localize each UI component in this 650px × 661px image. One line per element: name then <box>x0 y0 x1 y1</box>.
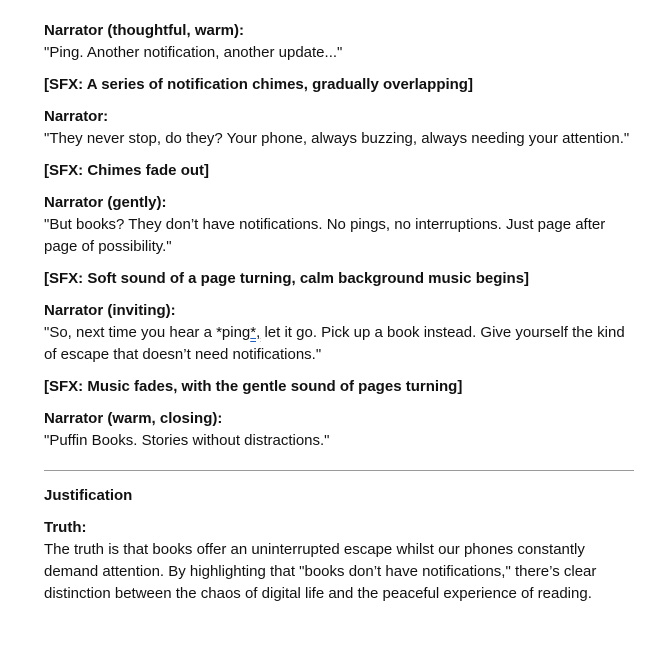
speaker-label: Narrator (warm, closing): <box>44 410 223 427</box>
justification-text: The truth is that books offer an uninterrupted escape whilst our phones constantly demand attention. By highlighting that "books don’t have notifications," there’s clear distinction between the chaos of digital life and the peaceful experience of reading. <box>44 541 597 602</box>
truth-label: Truth: <box>44 519 87 536</box>
justification-heading: Justification <box>44 487 133 504</box>
dialogue-line: "Puffin Books. Stories without distractions." <box>44 432 330 449</box>
justification-block <box>44 517 634 605</box>
section-divider <box>44 470 634 471</box>
dialogue-block <box>44 20 634 64</box>
dialogue-block <box>44 192 634 258</box>
dialogue-line: "They never stop, do they? Your phone, always buzzing, always needing your attention." <box>44 130 630 147</box>
dialogue-block <box>44 106 634 150</box>
speaker-label: Narrator (inviting): <box>44 302 176 319</box>
dialogue-line: "Ping. Another notification, another update..." <box>44 44 343 61</box>
dialogue-block <box>44 408 634 452</box>
dialogue-text-before: "So, next time you hear a *ping <box>44 324 251 341</box>
speaker-label: Narrator: <box>44 108 109 125</box>
dialogue-text-after: let it go. Pick up a book instead. Give yourself the kind of escape that doesn’t need notifications." <box>44 324 625 363</box>
sfx-cue: [SFX: A series of notification chimes, gradually overlapping] <box>44 76 473 93</box>
dialogue-block <box>44 300 634 366</box>
speaker-label: Narrator (gently): <box>44 194 167 211</box>
spellcheck-marked-text[interactable]: *, <box>250 324 261 341</box>
sfx-cue: [SFX: Chimes fade out] <box>44 162 210 179</box>
dialogue-line <box>44 322 634 366</box>
speaker-label: Narrator (thoughtful, warm): <box>44 22 244 39</box>
dialogue-line: "But books? They don’t have notifications. No pings, no interruptions. Just page after page of possibility." <box>44 216 606 255</box>
sfx-cue: [SFX: Music fades, with the gentle sound of pages turning] <box>44 378 463 395</box>
sfx-cue: [SFX: Soft sound of a page turning, calm background music begins] <box>44 270 530 287</box>
